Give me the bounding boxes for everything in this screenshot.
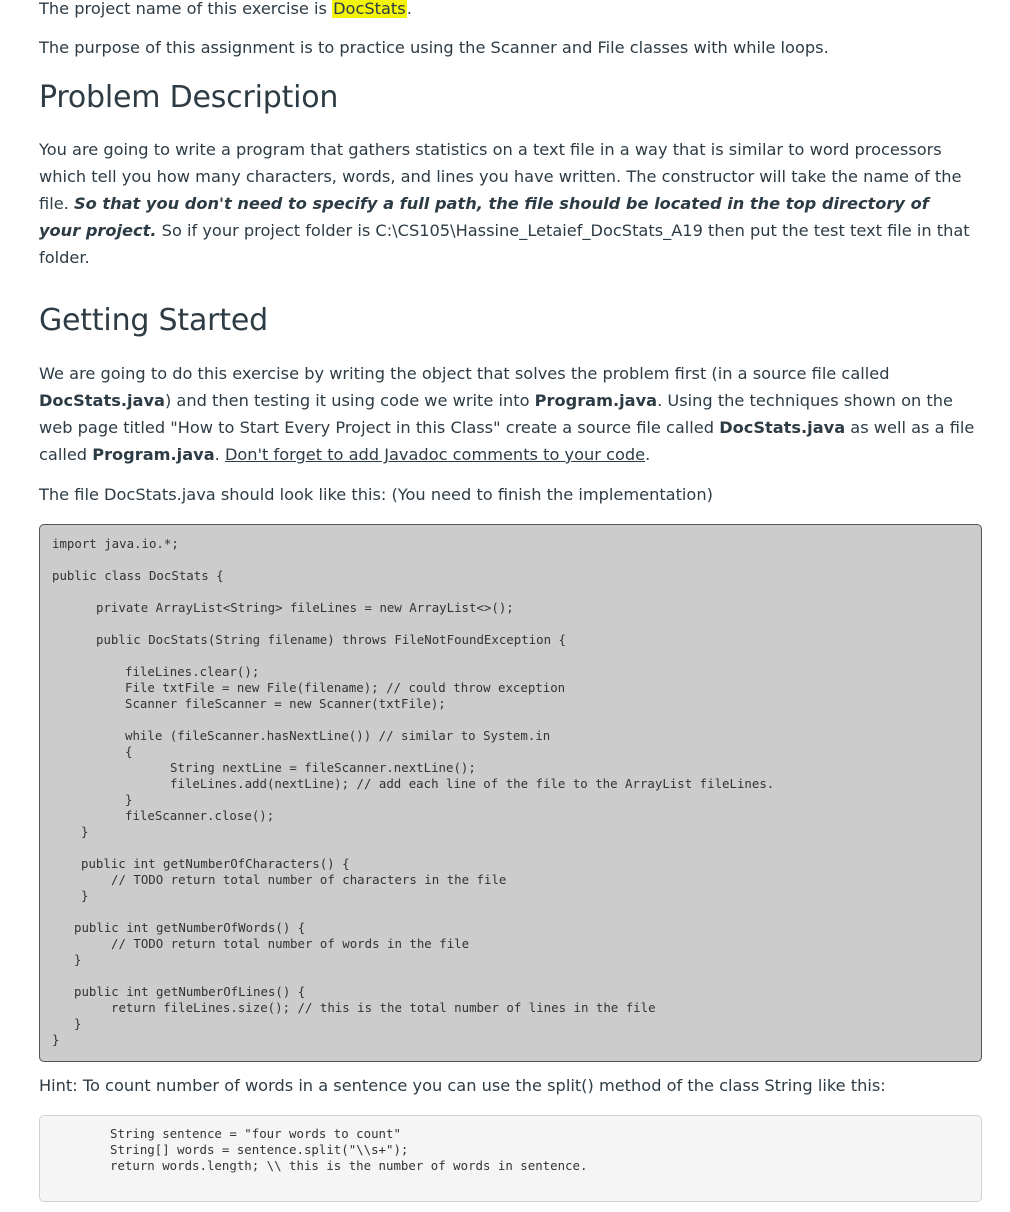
code-line: fileLines.add(nextLine); // add each line of the file to the ArrayList fileLines. [170,776,775,791]
code-line: File txtFile = new File(filename); // could throw exception [125,680,566,695]
code-line: } [74,1016,82,1031]
code-line: { [125,744,133,759]
code-line: private ArrayList<String> fileLines = new ArrayList<>(); [96,600,514,615]
code-line: return fileLines.size(); // this is the total number of lines in the file [111,1000,656,1015]
code-line: String nextLine = fileScanner.nextLine(); [170,760,476,775]
code-line: } [52,1032,60,1047]
code-line: public DocStats(String filename) throws FileNotFoundException { [96,632,566,647]
code-line: public class DocStats { [52,568,224,583]
code-line: // TODO return total number of words in the file [111,936,470,951]
file-intro-line: The file DocStats.java should look like this: (You need to finish the implementation) [39,485,713,504]
hint-code-line: String[] words = sentence.split("\\s+"); [110,1142,409,1157]
problem-heading: Problem Description [39,80,339,115]
getting-started-heading: Getting Started [39,303,268,338]
hint-line: Hint: To count number of words in a sentence you can use the split() method of the class String like this: [39,1076,886,1095]
code-line: import java.io.*; [52,536,179,551]
code-line: } [81,824,89,839]
project-name-line: The project name of this exercise is DocStats. [39,0,412,18]
code-line: while (fileScanner.hasNextLine()) // similar to System.in [125,728,551,743]
getting-started-paragraph: We are going to do this exercise by writing the object that solves the problem first (in a source file called DocStats.java) and then testing it using code we write into Program.java. Using the techniques shown on the web page titled "How to Start Every Project in this Class" create a source file called DocStats.java as well as a file called Program.java. Don't forget to add Javadoc comments to your code. [39,364,975,464]
code-line: public int getNumberOfLines() { [74,984,306,999]
code-line: } [125,792,133,807]
hint-code-block [39,1115,982,1202]
purpose-line: The purpose of this assignment is to practice using the Scanner and File classes with while loops. [39,38,829,57]
code-block [39,524,982,1062]
code-line: Scanner fileScanner = new Scanner(txtFile); [125,696,446,711]
code-line: // TODO return total number of characters in the file [111,872,507,887]
hint-code-line: return words.length; \\ this is the number of words in sentence. [110,1158,588,1173]
code-line: fileLines.clear(); [125,664,260,679]
code-line: public int getNumberOfWords() { [74,920,306,935]
code-line: } [81,888,89,903]
javadoc-link[interactable]: Don't forget to add Javadoc comments to your code [224,445,646,464]
code-line: } [74,952,82,967]
hint-code-line: String sentence = "four words to count" [110,1126,401,1141]
problem-paragraph: You are going to write a program that gathers statistics on a text file in a way that is similar to word processors which tell you how many characters, words, and lines you have written. The constructor will take the name of the file. So that you don't need to specify a full path, the file should be located in the top directory of your project. So if your project folder is C:\CS105\Hassine_Letaief_DocStats_A19 then put the test text file in that folder. [39,140,970,267]
project-name-highlight: DocStats [333,0,406,18]
code-line: public int getNumberOfCharacters() { [81,856,350,871]
code-line: fileScanner.close(); [125,808,275,823]
